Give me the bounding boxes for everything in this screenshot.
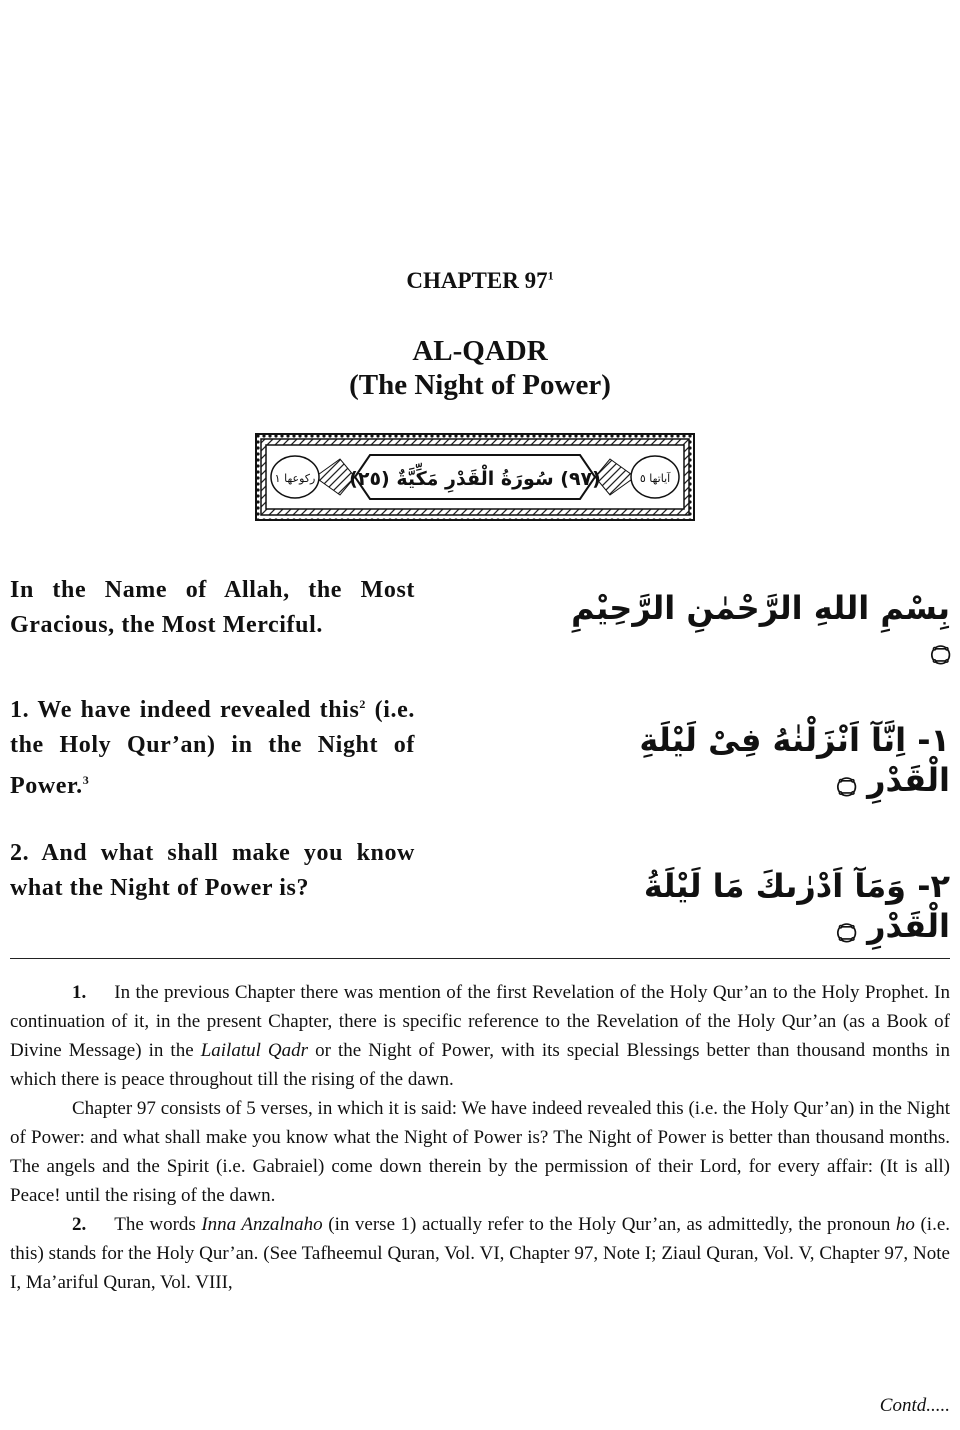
footnote-ref: 3 <box>82 773 90 787</box>
surah-title <box>0 334 960 402</box>
verse-english-2: 2. And what shall make you know what the Night of Power is? <box>10 840 415 901</box>
verse-arabic-1: ١- اِنَّآ اَنْزَلْنٰهُ فِىْ لَيْلَةِ الْقَدْرِ ۝ <box>639 721 950 799</box>
banner-left-label: ركوعها ١ <box>274 472 316 485</box>
footnote-1-paragraph-2: Chapter 97 consists of 5 verses, in which it is said: We have indeed revealed this (i.e. the Holy Qur’an) in the Night of Power: and what shall make you know what the Night of Power is? The Night of Power is better than thousand months. The angels and the Spirit (i.e. Gabraiel) come down therein by the permission of their Lord, for every affair: (It is all) Peace! until the rising of the dawn. <box>10 1098 950 1206</box>
verse-arabic-bismillah: بِسْمِ اللهِ الرَّحْمٰنِ الرَّحِيْمِ ۝ <box>571 589 950 667</box>
verse-english-1: 1. We have indeed revealed this$^2$ (i.e. the Holy Qur’an) in the Night of Power.$^3$ <box>10 697 415 799</box>
chapter-heading: CHAPTER $97^1$ <box>406 268 554 293</box>
verse-arabic-2: ٢- وَمَآ اَدْرٰىكَ مَا لَيْلَةُ الْقَدْرِ ۝ <box>643 867 950 945</box>
footnotes <box>10 978 950 1297</box>
footnote-2: 2. The words Inna Anzalnaho (in verse 1) actually refer to the Holy Qur’an, as admittedly, the pronoun ho (i.e. this) stands for the Holy Qur’an. (See Tafheemul Quran, Vol. VI, Chapter 97, Note I; Ziaul Quran, Vol. V, Chapter 97, Note I, Ma’ariful Quran, Vol. VIII, <box>10 1214 951 1293</box>
banner-right-label: آياتها ٥ <box>639 472 671 485</box>
surah-subtitle: (The Night of Power) <box>349 369 611 401</box>
surah-name: AL-QADR <box>412 335 548 367</box>
surah-banner <box>255 433 695 521</box>
footnote-ref: 1 <box>547 268 554 283</box>
banner-center-text: (٩٧) سُورَةُ الْقَدْرِ مَكِّيَّةٌ (٢٥) <box>349 468 601 490</box>
verse-english-bismillah: In the Name of Allah, the Most Gracious, the Most Merciful. <box>10 577 415 638</box>
footnote-ref: 2 <box>359 697 366 711</box>
footnote-1: 1. In the previous Chapter there was mention of the first Revelation of the Holy Qur’an to the Holy Prophet. In continuation of it, in the present Chapter, there is specific reference to the Revelation of the Holy Qur’an (as a Book of Divine Message) in the Lailatul Qadr or the Night of Power, with its special Blessings better than thousand months in which there is peace throughout till the rising of the dawn. <box>10 982 950 1090</box>
continued-marker: Contd..... <box>879 1395 950 1416</box>
footnote-divider <box>10 958 950 959</box>
